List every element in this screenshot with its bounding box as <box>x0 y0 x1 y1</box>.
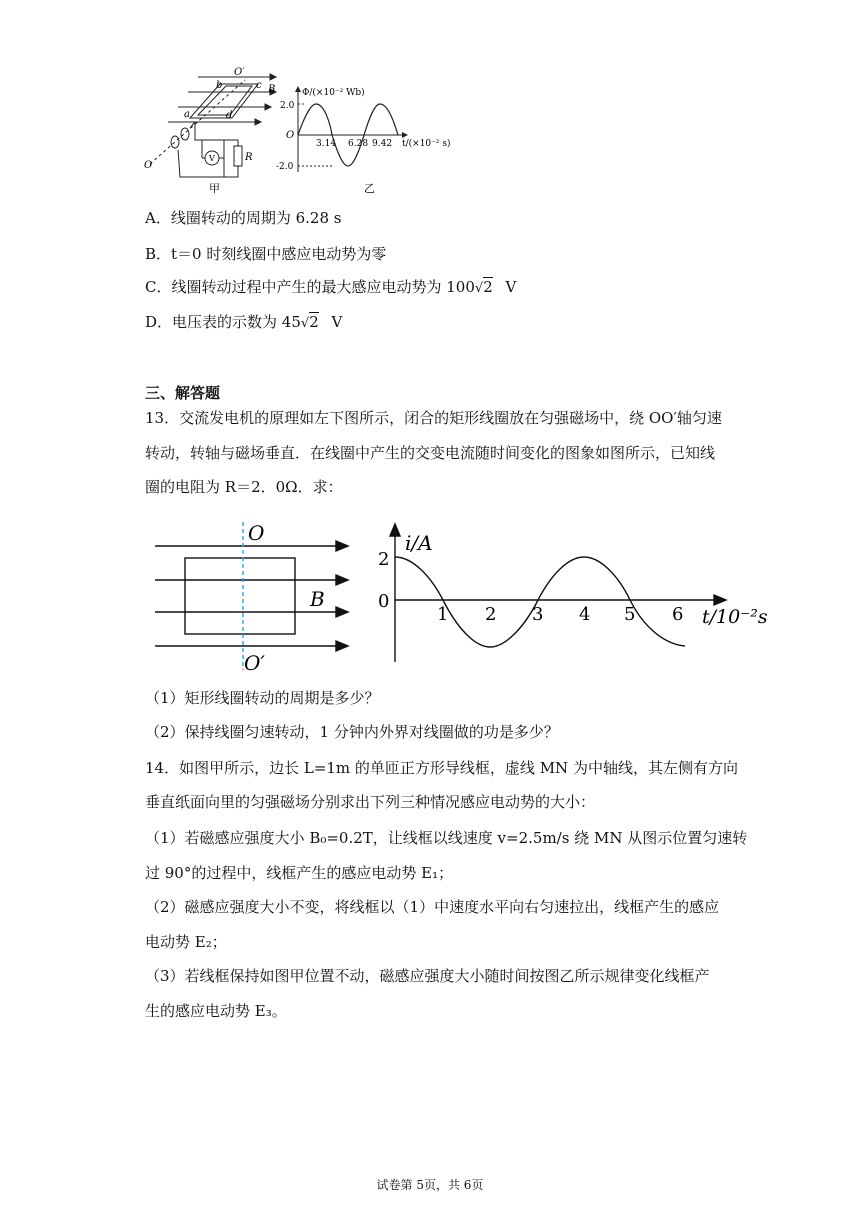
option-d-text: D．电压表的示数为 45 <box>145 313 301 331</box>
flux-x-tick-3: 9.42 <box>372 139 393 149</box>
label-field-b: B <box>268 84 276 95</box>
label-b: B <box>310 587 325 611</box>
q14-line-3: （1）若磁感应强度大小 B₀=0.2T，让线框以线速度 v=2.5m/s 绕 MN 从图示位置匀速转 <box>145 829 748 847</box>
option-c <box>145 276 516 297</box>
option-a: A．线圈转动的周期为 6.28 s <box>145 209 342 227</box>
option-d-unit: V <box>331 313 343 331</box>
q14-line-5: （2）磁感应强度大小不变，将线框以（1）中速度水平向右匀速拉出，线框产生的感应 <box>145 898 720 916</box>
current-y-axis-label <box>405 531 433 555</box>
q13-line-3: 圈的电阻为 R＝2．0Ω．求： <box>145 478 343 496</box>
option-c-text: C．线圈转动过程中产生的最大感应电动势为 100 <box>145 278 475 296</box>
label-o: O <box>248 521 265 545</box>
q14-line-4: 过 90°的过程中，线框产生的感应电动势 E₁； <box>145 864 454 882</box>
label-b: b <box>216 80 223 91</box>
label-r: R <box>245 152 253 163</box>
q14-line-7: （3）若线框保持如图甲位置不动，磁感应强度大小随时间按图乙所示规律变化线框产 <box>145 967 710 985</box>
flux-y-tick-top: 2.0 <box>280 101 295 111</box>
section-title: 三、解答题 <box>145 384 221 402</box>
label-o-prime: O′ <box>234 67 245 78</box>
label-d: d <box>226 110 233 121</box>
label-o-axis: O <box>144 160 153 171</box>
option-c-radicand: 2 <box>483 278 493 296</box>
option-b: B．t＝0 时刻线圈中感应电动势为零 <box>145 245 387 263</box>
sqrt-sign: √ <box>300 316 310 331</box>
current-x-tick-4: 4 <box>579 604 591 625</box>
sqrt-sign: √ <box>474 281 484 296</box>
q13-figure <box>150 520 775 680</box>
flux-x-tick-2: 6.28 <box>348 139 369 149</box>
option-c-unit: V <box>505 278 517 296</box>
q13-sub-1: （1）矩形线圈转动的周期是多少？ <box>145 689 380 707</box>
top-figure <box>140 62 480 197</box>
q14-line-8: 生的感应电动势 E₃。 <box>145 1002 287 1020</box>
q13-sub-2: （2）保持线圈匀速转动，1 分钟内外界对线圈做的功是多少？ <box>145 723 559 741</box>
q13-line-1: 13．交流发电机的原理如左下图所示，闭合的矩形线圈放在匀强磁场中，绕 OO′轴匀速 <box>145 409 722 427</box>
flux-y-axis-label: Φ/(×10⁻² Wb) <box>302 88 365 98</box>
current-origin: 0 <box>378 591 390 612</box>
current-x-tick-3: 3 <box>532 604 544 625</box>
flux-x-tick-1: 3.14 <box>316 139 337 149</box>
caption-jia: 甲 <box>209 182 220 195</box>
label-c: c <box>256 80 262 91</box>
option-d-radicand: 2 <box>309 313 319 331</box>
q14-line-1: 14．如图甲所示，边长 L=1m 的单匝正方形导线框，虚线 MN 为中轴线，其左侧有方向 <box>145 759 738 777</box>
label-o-prime: O′ <box>244 651 265 675</box>
flux-x-axis-label: t/(×10⁻² s) <box>402 139 451 149</box>
current-graph <box>390 524 726 662</box>
current-x-axis-label: t/10⁻²s <box>702 606 768 628</box>
caption-yi: 乙 <box>364 182 375 195</box>
current-y-axis-label-text: i/A <box>405 531 433 555</box>
page-footer: 试卷第 5页，共 6页 <box>376 1178 484 1192</box>
flux-origin: O <box>286 130 295 141</box>
current-x-tick-2: 2 <box>485 604 497 625</box>
q13-line-2: 转动，转轴与磁场垂直．在线圈中产生的交变电流随时间变化的图象如图所示，已知线 <box>145 444 716 462</box>
current-y-tick: 2 <box>378 549 390 570</box>
q14-line-2: 垂直纸面向里的匀强磁场分别求出下列三种情况感应电动势的大小： <box>145 793 596 811</box>
voltmeter-symbol: V <box>209 154 215 163</box>
current-x-tick-1: 1 <box>437 604 449 625</box>
flux-graph <box>295 86 408 172</box>
flux-y-tick-bottom: -2.0 <box>276 162 294 172</box>
current-x-tick-5: 5 <box>624 604 636 625</box>
current-x-tick-6: 6 <box>672 604 684 625</box>
option-d <box>145 311 342 332</box>
q14-line-6: 电动势 E₂； <box>145 933 227 951</box>
label-a: a <box>184 109 190 120</box>
